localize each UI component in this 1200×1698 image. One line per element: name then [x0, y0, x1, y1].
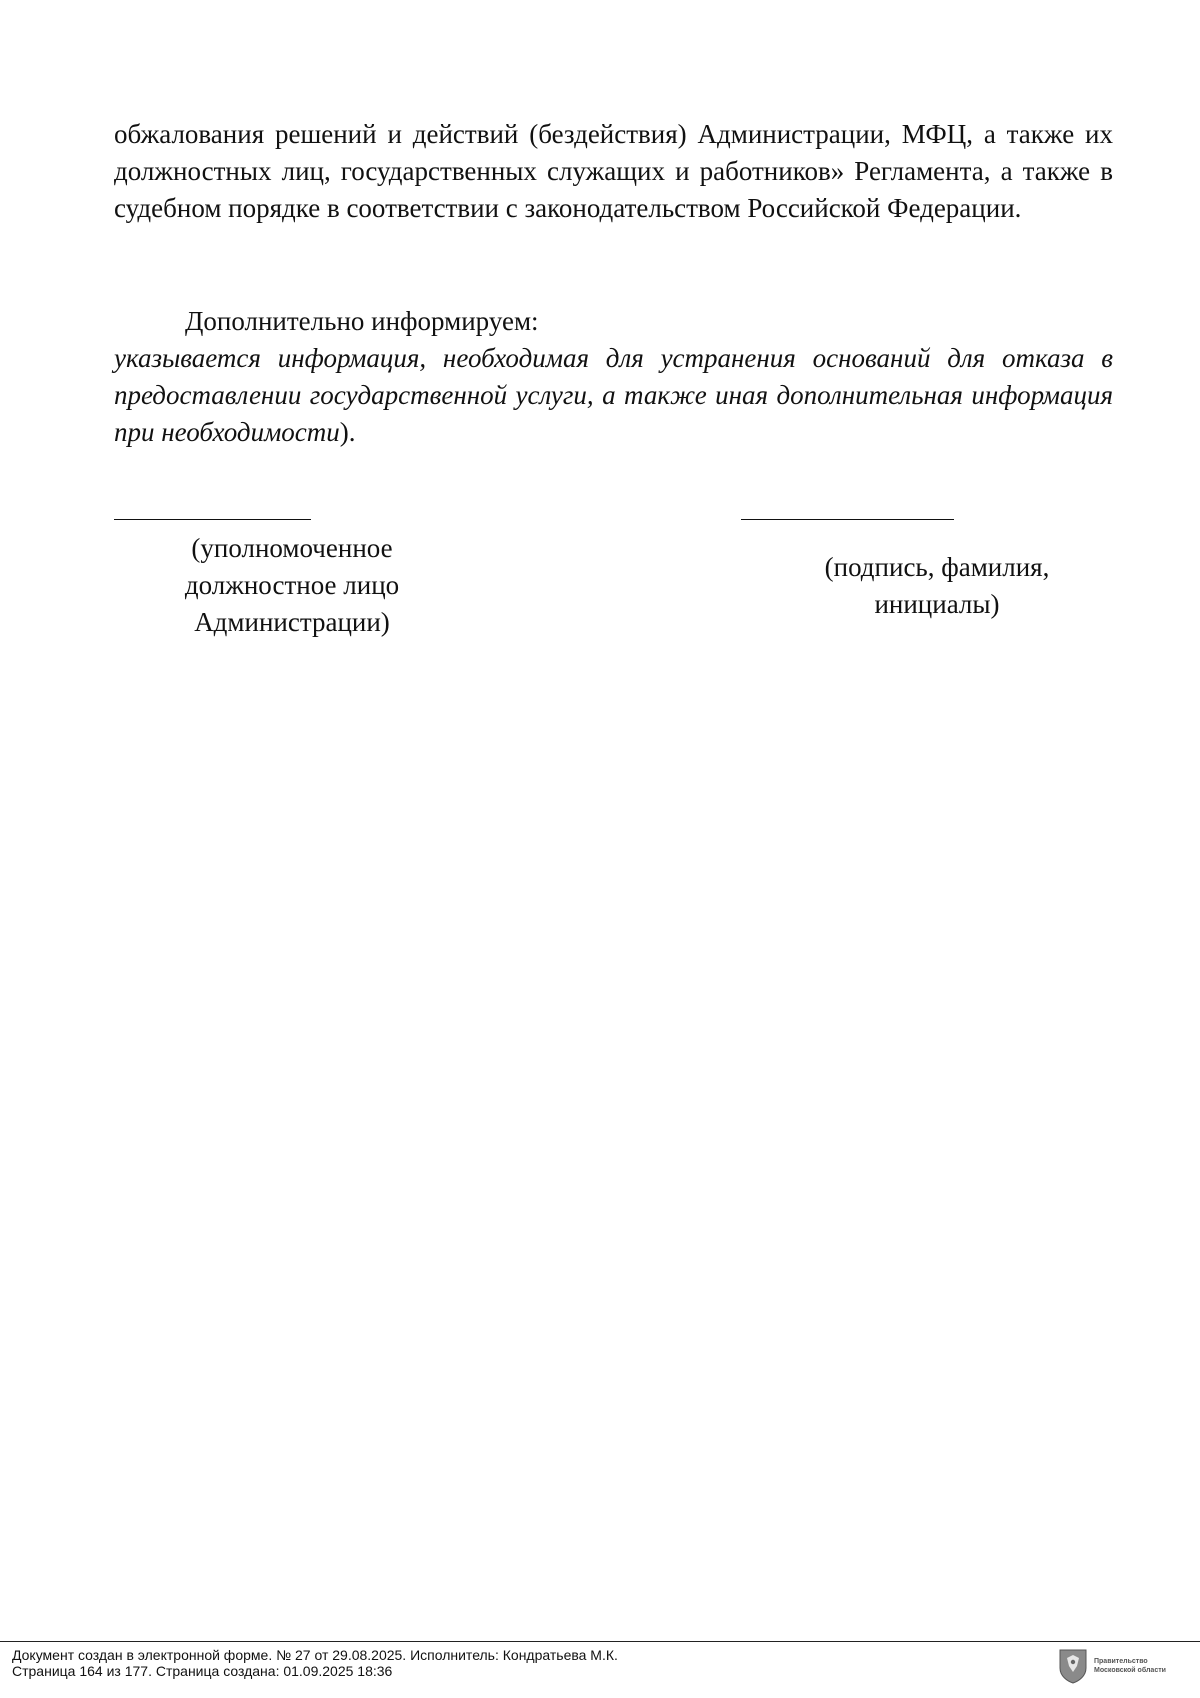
coat-of-arms-icon: [1058, 1648, 1088, 1684]
government-logo-caption: [1094, 1657, 1166, 1675]
signature-line-official: [114, 519, 311, 520]
footer-page-info: Страница 164 из 177. Страница создана: 01.09.2025 18:36: [12, 1663, 393, 1679]
signature-caption-official-line: должностное лицо: [184, 570, 400, 600]
footer-document-info: Документ создан в электронной форме. № 27 от 29.08.2025. Исполнитель: Кондратьева М.К.: [12, 1647, 618, 1663]
signature-caption-official-line: Администрации): [194, 607, 390, 637]
additional-info-body: [114, 340, 1113, 451]
paragraph-additional-info: [114, 303, 1113, 451]
additional-info-tail: ).: [339, 417, 356, 447]
signature-caption-name: [797, 549, 1077, 623]
footer-info: [12, 1647, 618, 1679]
signature-caption-official-line: (уполномоченное: [191, 533, 393, 563]
paragraph-appeal: [114, 116, 1113, 227]
footer-divider: [0, 1641, 1200, 1642]
logo-caption-line: Правительство: [1094, 1658, 1148, 1665]
paragraph-appeal-text: обжалования решений и действий (бездействия) Администрации, МФЦ, а также их должностных лиц, государственных служащих и работников» Регламента, а также в судебном порядке в соответствии с законодательством Российской Федерации.: [114, 119, 1113, 223]
signature-caption-name-line: (подпись, фамилия,: [824, 552, 1050, 582]
signature-line-signature: [741, 519, 954, 520]
additional-info-lead: Дополнительно информируем:: [185, 306, 539, 336]
government-logo: [1058, 1648, 1166, 1684]
signature-caption-name-line: инициалы): [874, 589, 1000, 619]
logo-caption-line: Московской области: [1094, 1667, 1166, 1674]
signature-caption-official: [156, 530, 428, 641]
additional-info-italic: указывается информация, необходимая для устранения оснований для отказа в предоставлении государственной услуги, а также иная дополнительная информация при необходимости: [114, 343, 1113, 447]
